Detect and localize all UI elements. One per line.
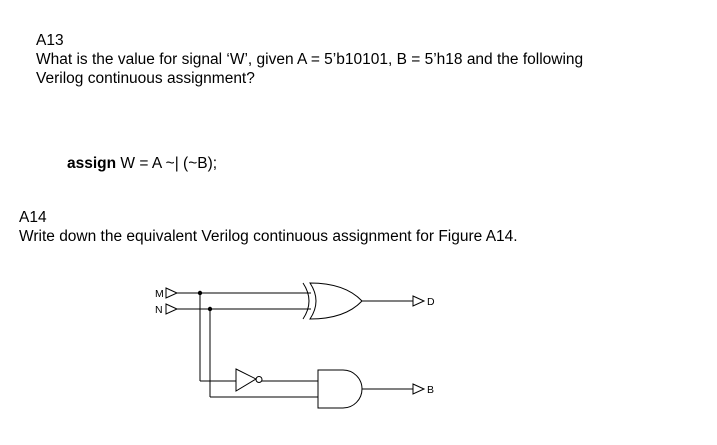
question-a13-number: A13 (36, 32, 64, 49)
junction-n (208, 307, 212, 311)
xor-gate (310, 283, 362, 319)
port-d-arrow (413, 296, 424, 306)
question-a13-text-line1: What is the value for signal ‘W’, given A = 5’b10101, B = 5’h18 and the following (36, 51, 584, 68)
port-n-arrow (166, 304, 177, 314)
port-m-arrow (166, 288, 177, 298)
code-keyword: assign (67, 155, 117, 172)
not-gate (236, 369, 256, 391)
input-label-m: M (155, 288, 164, 300)
question-a14-number: A14 (19, 209, 47, 226)
and-gate (318, 370, 362, 408)
junction-m (198, 291, 202, 295)
xor-gate-extra-curve (303, 283, 309, 319)
not-gate-bubble (256, 377, 262, 383)
code-expression: W = A ~| (~B); (116, 155, 218, 172)
port-b-arrow (413, 384, 424, 394)
input-label-n: N (155, 304, 163, 316)
question-a14-text-line1: Write down the equivalent Verilog continuous assignment for Figure A14. (19, 228, 518, 245)
output-label-d: D (427, 296, 435, 308)
question-a13-text-line2: Verilog continuous assignment? (36, 70, 255, 87)
output-label-b: B (427, 384, 435, 396)
